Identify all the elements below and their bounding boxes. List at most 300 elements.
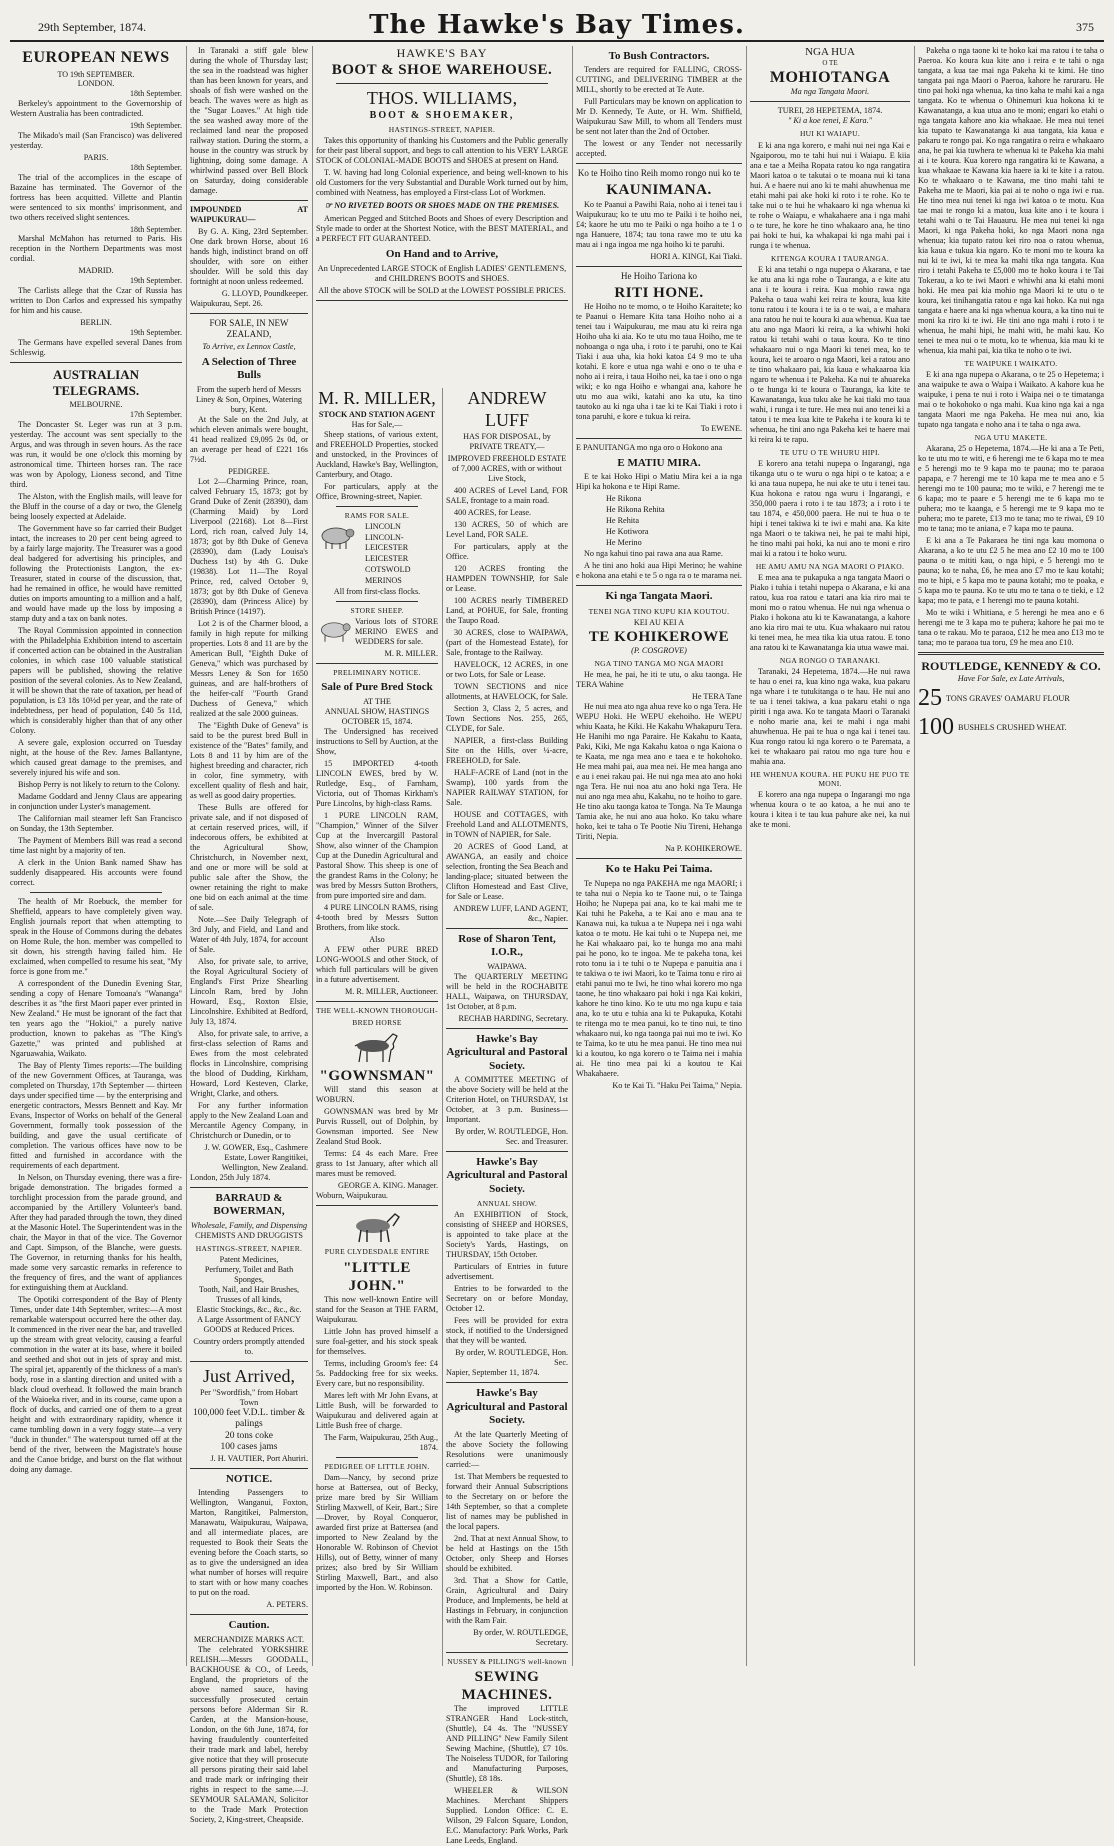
andrew-luff-improved: IMPROVED FREEHOLD ESTATE [447,453,567,463]
divider [446,1028,568,1029]
barraud-item: Trusses of all kinds, [216,1294,282,1304]
column-2 [190,46,308,1824]
haku-signature: Ko te Kai Ti. "Haku Pei Taima," Nepia. [612,1080,742,1090]
williams-trade: BOOT & SHOEMAKER, [369,109,515,121]
clydesdale-icon [347,1210,407,1244]
bulls-body-7: For any further information apply to the New Zealand Loan and Mercantile Agency Company, in Christchurch or Dunedin, or to [190,1100,308,1140]
rose-body: The QUARTERLY MEETING will be held in the ROCHABITE HALL, Waipawa, on THURSDAY, 1st October, at 8 p.m. [446,971,568,1011]
clydesdale-body-2: Little John has proved himself a sure foal-getter, and his stock speak for themselves. [316,1327,438,1357]
riti-title: He Hoiho Tariona ko [621,270,697,281]
andrew-luff-body: of 7,000 ACRES, with or without Live Stock, [452,463,562,483]
prelim-date: OCTOBER 15, 1874. [341,716,413,726]
gownsman-name: "GOWNSMAN" [319,1068,435,1085]
agri-3-resolution: 2nd. That at next Annual Show, to be held at Hastings on the 15th October, only Sheep and Horses should be exhibited. [446,1533,568,1573]
column-3-right [446,388,568,1846]
williams-street: HASTINGS-STREET, NAPIER. [388,125,496,135]
clydesdale-pedigree-title: PEDIGREE OF LITTLE JOHN. [324,1462,430,1472]
divider [576,585,742,586]
agri-3-title: Hawke's Bay Agricultural and Pastoral Society. [446,1387,568,1427]
barraud-item: Tooth, Nail, and Hair Brushes, [198,1284,300,1294]
andrew-luff-item: 130 ACRES, 50 of which are Level Land, FOR SALE. [446,519,568,539]
news-melbourne-4: The Royal Commission appointed in connection with the Philadelphia Exhibition intend to ascertain if concerted action can be obtained in the Australian colonies, in which case 100 valuable statistical papers will be published, showing the relative position of the several colonies. As to New Zealand, it will be shown that the rate of taxation, per head of population, is £3 18s 10½d per year, and the rate of indebtedness, per head of population, £40 5s 11d, which is considerably higher than that of any other Colony. [10,626,182,736]
arrived-signature: J. H. VAUTIER, Port Ahuriri. [210,1453,308,1463]
rongo-body: Taranaki, 24 Hepetema, 1874.—He nui rawa te hau o enei ra, kua kino nga waka, kua pakaru nga whare i te tutukitanga o te hau. He nui ano te ua i tenei takiwa, a kua pakaru etahi o nga piriti i nga awa. Ko te tangata Maori o Taranaki e noho marie ana, kei te mahi i nga mahi ahuwhenua. He pai te hua o nga kai i tenei tau. Kua rongo ratou ki nga korero o te Paremata, a kei te whakaaro pai ratou mo nga ture hou e mahia ana. [750,667,910,767]
andrew-luff-item: 400 ACRES of Level Land, FOR SALE, frontage to a main road. [446,485,568,505]
ngahua-section: HUI KI WAIAPU. [799,129,861,139]
divider [446,928,568,929]
agri-1-title: Hawke's Bay Agricultural and Pastoral Society. [446,1032,568,1072]
panui-breed: He Rikona Rehita [606,505,665,515]
ram-breed: LINCOLN [365,522,401,532]
panui-body-2: No nga kahui tino pai rawa ana aua Rame. [584,549,723,559]
bush-body-3: The lowest or any Tender not necessarily accepted. [576,139,742,159]
divider [190,1187,308,1188]
page-columns [10,46,1104,1846]
ngahua-title-2: O TE [822,59,838,68]
kohikerowe-sub-2: NGA TINO TANGA MO NGA MAORI [594,659,724,669]
news-london-1: Berkeley's appointment to the Governorship of Western Australia has been contradicted. [10,99,182,119]
divider [10,362,182,363]
bulls-arrive: To Arrive, ex Lennox Castle, [202,341,296,351]
news-madrid: The Carlists allege that the Czar of Russia has written to Don Carlos and expressed his sympathy for him and his cause. [10,286,182,316]
impounded-place: Waipukurau, Sept. 26. [190,299,263,308]
date-paris-2: 18th September. [130,224,182,234]
column-6 [918,46,1104,1666]
miller-body: Sheep stations, of various extent, and FREEHOLD Properties, stocked and unstocked, in the Provinces of Auckland, Hawke's Bay, Wellington, Canterbury, and Otago. [316,429,438,479]
bulls-lots: Lot 2—Charming Prince, roan, calved February 15, 1873; got by Grand Duke of Zenit (28390), dam (Charming Maid) by Lord Liverpool (22168). Lot 8—First Lord, rich roan, calved July 14, 1873; got by 8th Duke of Geneva (28390), dam (Lady Louisa's Duchess 1st) by 4th G. Duke (19838). Lot 11—The Royal Prince, red, calved October 9, 1873; got by 8th Duke of Geneva (28390), dam (Princess Alice) by British Prince (14197). [190,476,308,616]
andrew-luff-signature: ANDREW LUFF, LAND AGENT, &c., Napier. [453,903,568,923]
dateline-paris: PARIS. [83,152,109,162]
bulls-body-2: Lot 2 is of the Charmer blood, a family in high repute for milking properties. Lots 8 and 11 are by the American Bull, "Eighth Duke of Geneva," which was purchased by Messrs Leney & Son for 1650 guineas, and are half-brothers of the heifer-calf "Fourth Grand Duchess of Geneva," which realized at the sale 2000 guineas. [190,618,308,718]
whenua-body: E korero ana nga nupepa o Ingarangi mo nga whenua koura o te ao katoa, a he nui ano te koura i kitea i te tau kua pahure ake nei, ka nui ake te moni. [750,790,910,830]
agri-2-body-2: Particulars of Entries in future advertisement. [446,1262,568,1282]
clydesdale-pedigree-body: Dam—Nancy, by second prize horse at Battersea, out of Becky, prize mare bred by Sir William Stirling Maxwell, of Keir, Bart.; Sire—Drover, by Royal Conqueror, awarded first prize at Battersea (and imported to New Zealand by the Honorable W. Robinson of Cheviot Hills), out of Betty, winner of many prizes; also bred by Sir William Stirling Maxwell, Bart., and also imported by the Hon. W. Robinson. [316,1473,438,1593]
news-paris-1: The trial of the accomplices in the escape of Bazaine has terminated. The Governor of the fortress has been acquitted. Villette and Plantin were sentenced to six months' imprisonment, and two others received slight sentences. [10,172,182,222]
bulls-body-6: Also, for private sale, to arrive, a first-class selection of Rams and Ewes from the most celebrated flocks in Lincolnshire, comprising the blood of Dudding, Kirkham, Howard, Lord Kesteven, Clarke, Wright, Clarke, and others. [190,1028,308,1098]
news-item-wananga: A correspondent of the Dunedin Evening Star, sending a copy of Henare Tomoana's "Wananga" describes it as "the first Maori paper ever printed in New Zealand." He must be ignorant of the fact that ten years ago the "Hokioi," a purely native production, known to pakehas as "The King's Gazette," was printed and published at Ngaruawahia, Waikato. [10,979,182,1059]
bulls-body-5: Also, for private sale, to arrive, the Royal Agricultural Society of England's First Prize Shearling Lincoln Ram, bred by John Howard, Esq., Roxton Elsie, Lincolnshire. Exhibited at Bedford, July 13, 1874. [190,956,308,1026]
prelim-also: Also [369,934,385,944]
kohikerowe-sub: KEI AU KEI A [633,617,685,627]
agri-3-body: At the late Quarterly Meeting of the above Society the following Resolutions were unanimously carried:— [446,1429,568,1469]
dateline-berlin: BERLIN. [80,318,112,328]
news-melbourne-5: A severe gale, explosion occurred on Tuesday night, at the house of the Rev. James Ballantyne, which caused great damage to the premises, and severely injured his wife and son. [10,738,182,778]
gownsman-body: Will stand this season at WOBURN. [316,1085,438,1105]
news-item-tauranga: The Bay of Plenty Times reports:—The building of the new Government Offices, at Tauranga, was completed on Thursday, 17th September — thirteen days under specified time — by the enterprising and energetic contractors, Messrs Bennett and Kay. Mr Evans, Inspector of Works on behalf of the General Government, formally took possession of the building, and gave the usual certificate of completion. The various offices have now to be fitted and furnished in accordance with the requirements of each department. [10,1061,182,1171]
page-number: 375 [1076,20,1094,34]
european-news-sub: TO 19th SEPTEMBER. [57,69,135,79]
divider [446,1382,568,1383]
williams-body-3: American Pegged and Stitched Boots and Shoes of every Description and Style made to order at the Shortest Notice, with the BEST MATERIAL, and a PERFECT FIT GUARANTEED. [316,214,568,244]
andrew-luff-sub: HAS FOR DISPOSAL, by PRIVATE TREATY,— [463,431,551,451]
routledge-qty: 25 [918,684,942,711]
sewing-sub: NUSSEY & PILLING'S well-known [447,1656,567,1666]
ngahua-title-3: MOHIOTANGA [769,68,891,86]
andrew-luff-item: HOUSE and COTTAGES, with Freehold Land and ALLOTMENTS, in TOWN of NAPIER, for Sale. [446,809,568,839]
gownsman-place: Woburn, Waipukurau. [316,1191,388,1201]
australian-telegrams-heading: AUSTRALIAN TELEGRAMS. [52,366,140,398]
prelim-few: A FEW other PURE BRED LONG-WOOLS and other Stock, of which full particulars will be given in a future advertisement. [316,944,438,984]
dateline-london: LONDON. [77,79,115,89]
gownsman-body-3: Terms: £4 4s each Mare. Free grass to 1st January, after which all mares must be removed. [316,1149,438,1179]
column-rule [186,46,187,1666]
prelim-head: Sale of Pure Bred Stock [321,681,433,694]
clydesdale-signature: The Farm, Waipukurau, 25th Aug., 1874. [323,1433,438,1453]
kohikerowe-footer: Na P. KOHIKEROWE. [665,844,742,854]
rose-sub: WAIPAWA. [487,961,527,971]
agri-3-signature: By order, W. ROUTLEDGE, Secretary. [473,1627,568,1647]
kitenga-title: KITENGA KOURA I TAURANGA. [770,253,889,263]
maketu-body-2: E ki ana a Te Pakaraea he tini nga kau momona o Akarana, a ko te utu £2 5 he mea ano £2 10 mo te 100 pauna o te mititi kau, o nga hipi, e 5 herengi mo te pauna; ko te naha, £6, he mea ano £7 mo te kau kotahi; mo te hipi, e 5 kapa mo te pauna kotahi; mo te poaka, e 5 kapa mo te pauna. Ko te utu mo te tana o te tieki, e 12 kapa; mo te pata, e 1 herengi mo te pauna kotahi. [918,536,1104,606]
amu-title: HE AMU AMU NA NGA MAORI O PIAKO. [755,561,905,571]
panui-breed: He Rehita [606,516,639,526]
arrived-item: 100 cases jams [220,1442,278,1453]
arrived-title: Just Arrived, [203,1365,295,1386]
barraud-footer-2: Country orders promptly attended to. [193,1336,305,1356]
notice-body: Intending Passengers to Wellington, Wanganui, Foxton, Marton, Rangitikei, Palmerston, Manawatu, Waipukurau, Waipawa, and all intermediate places, are requested to Book their Seats the evening before the Coach starts, so as to give the undersigned an idea what number of horses will require to start with or how many coaches to put on the road. [190,1488,308,1598]
barraud-item: Elastic Stockings, &c., &c., &c. [196,1304,302,1314]
column-rule [914,46,915,1666]
prelim-lot-4: 4 PURE LINCOLN RAMS, rising 4-tooth bred by Messrs Sutton Brothers, from like stock. [316,902,438,932]
andrew-luff-item: 120 ACRES fronting the HAMPDEN TOWNSHIP, for Sale or Lease. [446,563,568,593]
date-london-1: 18th September. [130,89,182,99]
store-title: STORE SHEEP. [350,606,404,616]
williams-body-2: T. W. having had long Colonial experience, and being well-known to his old Customers for the very Substantial and Durable Work turned out by him, combined with Neatness, has employed a First-class Lot of Workmen. [316,168,568,198]
divider [190,200,308,201]
date-paris-1: 18th September. [130,162,182,172]
prelim-show: ANNUAL SHOW, HASTINGS [324,706,430,716]
sewing-body-2: WHEELER & WILSON Machines. Merchant Shippers Supplied. London Office: C. E. Wilson, 29 Falcon Square, London, E.C. Manufactory: Park Works, Park Lane Leeds, England. [446,1786,568,1846]
routledge-qty: 100 [918,714,954,741]
prelim-title: PRELIMINARY NOTICE. [333,668,421,678]
rose-signature: RECHAB HARDING, Secretary. [458,1013,568,1023]
andrew-luff-item: Section 3, Class 2, 5 acres, and Town Sections Nos. 255, 265, CLYDE, for Sale. [446,703,568,733]
andrew-luff-item: HAVELOCK, 12 ACRES, in one or two Lots, for Sale or Lease. [446,659,568,679]
agri-2-body-4: Fees will be provided for extra stock, if notified to the Undersigned that they will be wanted. [446,1316,568,1346]
ngahua-title-1: NGA HUA [805,46,855,58]
andrew-luff-item: For particulars, apply at the Office. [446,541,568,561]
news-item-nelson: In Nelson, on Thursday evening, there was a fire-brigade demonstration. The brigades formed a torchlight procession from the parade ground, and accompanied by the Artillery Volunteer's band. After they had paraded through the town, they dined at the Masonic Hotel. The Superintendent was in the chair, the Mayor in that of the vice. The Governor and Capt. Simpson, of the Blanche, were guests. The Governor, in returning thanks for his health, made some very sarcastic remarks in reference to the frequency of fires, and the want of appliances for extinguishing them at Auckland. [10,1173,182,1293]
divider [316,663,438,664]
divider [576,438,742,439]
bush-body-2: Full Particulars may be known on application to Mr D. Kennedy, Te Aute, or H. Wm. Shiffield, Waipukurau Saw Mill, to whom all Tenders must be sent not later than the 2nd of October. [576,97,742,137]
column-3-left [316,388,438,1666]
divider [30,892,162,893]
whenua-title: HE WHENUA KOURA. HE PUKU HE PUO TE MONI. [750,770,910,789]
prelim-signature: M. R. MILLER, Auctioneer. [344,986,438,996]
ram-breed: COTSWOLD [365,565,411,575]
news-melbourne-8: The Californian mail steamer left San Francisco on Sunday, the 13th September. [10,814,182,834]
news-london-2: The Mikado's mail (San Francisco) was delivered yesterday. [10,130,182,150]
routledge-item-text: TONS GRAVES' OAMARU FLOUR [946,693,1070,703]
williams-arrive-body: An Unprecedented LARGE STOCK of English LADIES' GENTLEMEN'S, and CHILDREN'S BOOTS and SHOES. [317,263,567,283]
waikato-body: E ki ana nga nupepa o Akarana, o te 25 o Hepetema; i ana waipuke te awa o Waipa i Waikato. A kahore kua he waipuke, i pena te nui i roto i Waipa nei o te timatanga mai o te hokohoko o nga mahi. Kua kino nga kai a nga tangata Maori me nga Pakeha. He mea nui ano, kia tupato nga tangata e noho ana i te taha o nga awa. [918,370,1104,430]
andrew-luff-item: TOWN SECTIONS and nice allotments, at HAVELOCK, for Sale. [446,681,568,701]
hoiho-body: Ko te Paanui a Pawihi Raia, noho ai i tenei tau i Waipukurau; ko te utu mo te Paiki i te hoiho nei, £4; kaore he utu mo te Paiki o nga hoiho a te 1 o nga Hanuere, 1874; tau tona rawe mo te utu ka mau ai i nga ingoa me nga hoiho ki te paruhi. [576,199,742,249]
bulls-body: At the Sale on the 2nd July, at which eleven animals were bought, 41 head realized £9,095 2s 0d, or an average per head of £221 16s 7½d. [190,414,308,464]
warehouse-title-2: BOOT & SHOE WAREHOUSE. [331,61,553,78]
bulls-body-3: The "Eighth Duke of Geneva" is said to be the purest bred Bull in existence of the "Bates" family, and Lots 8 and 11 by him are of the highest breeding and character, rich in color, fine symmetry, with excellent quality of flesh and hair, as well as good dairy properties. [190,720,308,800]
divider [576,858,742,859]
divider [750,101,910,102]
divider [446,1652,568,1653]
rongo-title: NGA RONGO O TARANAKI. [779,656,881,666]
andrew-luff-item: NAPIER, a first-class Building Site on the Hills, over ¼-acre, FREEHOLD, for Sale. [446,735,568,765]
miller-sub: STOCK AND STATION AGENT [318,409,436,419]
dateline-madrid: MADRID. [78,266,114,276]
news-melbourne-9: The Payment of Members Bill was read a second time last night by a majority of ten. [10,836,182,856]
issue-date: 29th September, 1874. [38,20,147,34]
williams-name: THOS. WILLIAMS, [366,87,518,108]
kohikerowe-head: TENEI NGA TINO KUPU KIA KOUTOU. [588,606,730,616]
divider [336,1457,418,1458]
newspaper-title: The Hawke's Bay Times. [369,10,745,40]
agri-1-signature: By order, W. ROUTLEDGE, Hon. Sec. and Treasurer. [455,1126,568,1146]
waikato-title: TE WAIPUKE I WAIKATO. [964,359,1058,368]
rams-title: RAMS FOR SALE. [344,510,410,520]
barraud-sub-2: CHEMISTS AND DRUGGISTS [195,1230,303,1240]
miller-title: M. R. MILLER, [318,388,436,408]
divider [336,506,418,507]
caution-sub: MERCHANDIZE MARKS ACT. [193,1634,305,1644]
date-berlin: 19th September. [130,328,182,338]
divider [576,163,742,164]
column-rule [442,388,443,1666]
impounded-body: By G. A. King, 23rd September. One dark brown Horse, about 16 hands high, indistinct brand on off shoulder, with sore on either shoulder. Will be sold this day fortnight at noon unless redeemed. [190,227,308,286]
rams-footer: All from first-class flocks. [333,587,421,597]
miller-forsale: Has for Sale,— [351,419,403,429]
sewing-body: The improved LITTLE STRANGER Hand Lock-stitch, (Shuttle), £4 4s. The "NUSSEY AND PILLING" New Family Silent Sewing Machine, (Shuttle), £7 10s. The Noiseless TUDOR, for Tailoring and Manufacturing Purposes, (Shuttle), £8 18s. [446,1704,568,1784]
andrew-luff-item: 400 ACRES, for Lease. [454,507,532,517]
news-melbourne-7: Madame Goddard and Jenny Claus are appearing in conjunction under Lyster's management. [10,792,182,812]
notice-title: NOTICE. [225,1472,273,1485]
store-body: Various lots of STORE MERINO EWES and WEDDERS for sale. [355,617,438,647]
hoiho-signature: HORI A. KINGI, Kai Tiaki. [650,251,742,261]
barraud-sub: Wholesale, Family, and Dispensing [190,1220,308,1230]
date-madrid: 19th September. [130,276,182,286]
miller-body-2: For particulars, apply at the Office, Browning-street, Napier. [316,481,438,501]
bulls-sale-heading: FOR SALE, IN NEW ZEALAND, [209,318,289,339]
riti-name: RITI HONE. [614,284,704,301]
amu-body: E mea ana te pukapuka a nga tangata Maori o Piako i tuhia i tetahi nupepa o Akarana, e ki ana ratou, kua roa ratou e tatari ana kia riro mai te moni mo o ratou whenua. He nui nga whenua o Piako i hokona atu ki te Kawanatanga, a kahore ano kia riro mai te utu. Kua whakaaro nui ratou ki tenei mea, he mea tika kia utua ratou. E tono ana ratou ki te Kawanatanga kia utua wawe mai. [750,573,910,653]
barraud-item: Perfumery, Toilet and Bath Sponges, [204,1264,294,1284]
dateline-melbourne: MELBOURNE. [69,400,123,410]
bulls-signature: J. W. GOWER, Esq., Cashmere Estate, Lower Rangitikei, Wellington, New Zealand. [204,1142,308,1172]
ram-breed: LINCOLN-LEICESTER [365,533,409,553]
gownsman-head-2: BRED HORSE [352,1017,402,1027]
barraud-item: Patent Medicines, [219,1254,279,1264]
ram-breed: LEICESTER [365,554,409,564]
col6-body: Pakeha o nga taone ki te hoko kai ma ratou i te taha o Paeroa. Ko koura kua kite ano i reira e te tahi o nga tangata, a kua tae mai nga Pakeha ki te kimi. He tino tangata pai nga Maori o Paeroa, kahore he raruraru. He tino pai hoki nga whenua, ka tino kaha te mahi kai a nga tangata. Ko te whenua o Ohinemuri kua hokona ki te Kawanatanga, a kua utua ano te moni; engari ko etahi o nga tangata kahore ano kia whakaae. He mea nui tenei kia tupato te Kawanatanga ki aua tangata, kia kaua e pakaru te rongo pai. Ko nga rangatira o reira e whakaaro ana, he pai kia tuwhera te whenua ki te Pakeha kia mahi ai i te koura. Kua korero nga rangatira ki te Kawana, a kua whakaae te Kawana kia haere ia ki te kite i a ratou. Ko te whakaaro o te Kawana, me tino mahi tahi te Pakeha me te Maori, kia pai ai te noho o nga iwi e rua. He tino mea nui tenei ki nga iwi katoa o te motu. Kua tae mai te rongo ki a matou, kua kite ano i te koura i tetahi wahi o te Tai Hauauru. He mea nui tenei ki nga Maori, ki nga Pakeha hoki, ko nga Maori nona nga whenua; kia tupato ratou kei riro noa o ratou whenua, kia kaua e tukua kia ngaro. Ko te moni mo te koura ka nui ki te iwi, ki te mea ka mahi tika nga tangata. Kua riro i tetahi Pakeha te £5,000 mo te hoko koura i te Tai Tokerau, a ko te iwi Maori e whiwhi ana ki etahi moni hoki. He mea pai kia mohio nga Maori ki te utu o te koura, kei tinihangatia ratou e nga kai hoko. Ka nui nga tangata e haere ana ki nga whenua koura, a ka tino nui te moni ka riro ki te iwi. He tini ano nga mahi i roto i te whenua, he mahi hipi, he mahi witi, he mahi kau. Ko tenei te mea nui o te motu, ko te whenua, kia mau ki te whenua, kia mahi pai, kia tika te noho o te iwi. [918,46,1104,355]
williams-arrive-title: On Hand and to Arrive, [385,248,499,261]
news-melbourne-1: The Doncaster St. Leger was run at 3 p.m. yesterday. The account was sent specially to the Argus, and was through in seven hours. As the race was run, it would be one o'clock this morning by astronomical time. Thirteen horses ran. The race was won by Apology, Lioness second, and Titne third. [10,420,182,490]
andrew-luff-item: 100 ACRES nearly TIMBERED Land, at POHUE, for Sale, fronting the Taupo Road. [446,595,568,625]
column-rule [746,46,747,1666]
clydesdale-head: PURE CLYDESDALE ENTIRE [324,1247,430,1257]
notice-signature: A. PETERS. [266,1600,308,1610]
bush-title: To Bush Contractors. [608,50,710,62]
maketu-body: Akarana, 25 o Hepetema, 1874.—He ki ana a Te Peti, ko te utu mo te witi, e 6 herengi me te 6 kapa mo te mea e 5 herengi mo te 9 kapa mo te pauna; mo te paraoa papapa, e 7 herengi me te 10 kapa me te mea ano e 5 herengi mo te 100 pauna; mo te wiki, e 7 herengi me te 6 kapa; mo te paare e 5 herengi me te 6 kapa mo te puhera; mo te kaanga, e 5 herengi me te 9 kapa mo te puhera; mo te parete, £13 mo te tana; mo te riwai, £9 10 mo te tana; mo te aniana, e 7 kapa mo te pauna. [918,444,1104,534]
news-item-opotiki: The Opotiki correspondent of the Bay of Plenty Times, under date 14th September, writes:—A most remarkable waterspout occurred here the other day. It commenced in the river near the bar, and travelled up the stream with great velocity, causing a fearful commotion in the water at its base, where it boiled and seethed and shot out in jets of spray and mist. The spiral jet, apparently of the thickness of a man's body, rose in a slanting direction and united with a black cloud overhead. It followed the main branch of the Waioeka river, and in its course, came upon a flock of ducks, and carried one of them to a great height and with extraordinary rapidity, whence it came tumbling down in a very foggy state—a very "duck in thunder." The waterspout turned off at the bend of the river, between the Magistrate's house and the Canoe bridge, and burst on the flat without doing any damage. [10,1295,182,1475]
agri-2-show: ANNUAL SHOW. [476,1199,538,1209]
hand-pointer-icon: ☞ [324,201,335,211]
hoiho-name: KAUNIMANA. [606,182,712,199]
news-taranaki-gale: In Taranaki a stiff gale blew during the whole of Thursday last; the sea in the roadstead was higher than has been known for years, and shoals of fish were washed on the beach. The waves were as high as the "Sugar Loaves." At high tide the sea washed away more of the reclaimed land near the proposed railway station. During the storm, a house in the country was struck by lightning, doing some damage. A whirlwind passed over Bell Block on Saturday, doing considerable damage. [190,46,308,195]
caution-title: Caution. [228,1619,270,1632]
routledge-item [918,684,1104,713]
bulls-note: Note.—See Daily Telegraph of 3rd July, and Field, and Land and Water of 4th July, 1874, for account of Sale. [190,914,308,954]
kitenga-body: E ki ana tetahi o nga nupepa o Akarana, e tae ke atu ana ki nga rohe o Tauranga, a e kite atu ana i te koura i reira. Kua mohio rawa nga Pakeha o taua wahi kei reira te koura, kua kite tonu ratou i te koura i te ia o te wai, a e mahara ana ratou he nui te koura ki aua whenua. Kua tae atu ano nga Maori ki reira, a ka whiwhi hoki ratou ki tetahi wahi o taua koura. Ko te tino whakaaro nui o nga Maori ki tenei mea, ko te koura, kei te aroaro o nga Maori, kei a ratou ano te tino whakaaro pai, kia kaua e whakaaroa kia ngaro te whenua i te Pakeha. Ka nui te ahuareka o te hunga ki te koura o Tauranga, ka kite te Kawanatanga, kua tuku ake he kai tiaki mo taua wahi, i runga i te ture. He mea nui ano tenei ki a tatou i te mea kua kite te Pakeha i te koura ki te whenua, he tini ano nga Pakeha kei te haere mai ki reira ki te rapu. [750,264,910,444]
divider [446,1151,568,1152]
kohikerowe-body: He mea, he pai, he iti te utu, o aku taonga. He TERA Wahine [576,670,742,690]
barraud-title: BARRAUD & BOWERMAN, [213,1191,285,1218]
arrived-item: 20 tons coke [224,1430,274,1441]
bulls-title: A Selection of Three Bulls [201,355,297,382]
agri-1-body: A COMMITTEE MEETING of the above Society will be held at the Criterion Hotel, on THURSDAY, 1st October, at 3 p.m. Business—Important. [446,1074,568,1124]
riti-signature: To EWENE. [700,423,742,433]
column-4 [576,46,742,1666]
divider [336,601,418,602]
hoiho-title: Ko te Hoiho tino Reih momo rongo nui ko te [577,168,741,179]
ki-nga-title: Ki nga Tangata Maori. [605,590,713,603]
agri-2-body: An EXHIBITION of Stock, consisting of SHEEP and HORSES, is appointed to take place at the Society's Yards, Hastings, on THURSDAY, 15th October. [446,1210,568,1260]
ngahua-motto: " Ki a koe tenei, E Kara." [787,116,873,126]
bulls-date: London, 25th July 1874. [190,1172,271,1182]
bulls-pedigree-heading: PEDIGREE. [228,466,270,476]
agri-2-body-3: Entries to be forwarded to the Secretary on or before Monday, October 12. [446,1284,568,1314]
date-london-2: 19th September. [130,121,182,131]
date-melbourne: 17th September. [130,410,182,420]
news-melbourne-10: A clerk in the Union Bank named Shaw has suddenly disappeared. His accounts were found correct. [10,858,182,888]
prelim-body: The Undersigned has received instructions to Sell by Auction, at the Show, [316,726,438,756]
divider [316,300,568,301]
barraud-footer: A Large Assortment of FANCY GOODS at Reduced Prices. [197,1314,301,1334]
agri-3-resolution: 1st. That Members be requested to forward their Annual Subscriptions to the Secretary on or before the 14th September, so that a complete list of names may be published in the local papers. [446,1471,568,1531]
arrived-sub: Per "Swordfish," from Hobart Town [199,1387,299,1407]
arrived-item: 100,000 feet V.D.L. timber & palings [192,1407,306,1430]
riti-body: He Hoiho no te momo, o te Hoiho Karaitete; ko te Paanui o Hemare Kita tana Hoiho noho ai a tenei tau i Waipukurau, me mau atu ki reira nga Hoiho uha ki aia. Ko te utu mo taua Hoiho, me te nohoanga o nga uha, i roto i te paruhi, ono te Kai Tiaki i aua uha, kia hoki katoa £4 9 mo te uha kotahi. E kore e utua nga wahi e ono o te uha e noho ai i reira, i taua Hoiho nei, ka tae i ono o nga wiki; e ko nga Hoiho e whangai ana, kahore he utu mo aua wiki, katahi ano ka utu, ka tino tautoko au ki nga uha i tae ki te Kai Tiaki i roto i tona paruhi, e kore e tukua ki reira. [576,301,742,421]
williams-banner [316,201,568,211]
news-melbourne-2: The Alston, with the English mails, will leave for the Bluff in the course of a day or two, the Glenelg being loosely expected at Adelaide. [10,492,182,522]
panui-head: E PANUITANGA mo nga oro o Hokono ana [576,442,723,452]
panui-breed: He Kotiwora [606,527,649,537]
european-news-heading: EUROPEAN NEWS [22,49,170,66]
column-1 [10,46,182,1666]
panui-breed: He Merino [606,538,642,548]
caution-body: The celebrated YORKSHIRE RELISH.—Messrs GOODALL, BACKHOUSE & CO., of Leeds, England, the proprietors of the above named sauce, having successfully prosecuted certain persons before Alderman Sir R. Carden, at the Mansion-house, London, on the 6th June, 1874, for having fraudulently counterfeited their trade mark and label, hereby give notice that they will prosecute all persons pirating their said label and trade mark or infringing their rights in respect to the same.—J. SEYMOUR SALAMAN, Solicitor to the Trade Mark Protection Society, 2, King-street, Cheapside. [190,1644,308,1824]
news-item-roebuck: The health of Mr Roebuck, the member for Sheffield, appears to have completely given way. English journals report that when attempting to speak in the House of Commons during the debates on Home Rule, the hon. member was compelled to sit down, his strength having failed him. He exclaimed, when compelled to resume his seat, "My force is gone from me." [10,897,182,977]
store-signature: M. R. MILLER. [384,649,438,659]
williams-body: Takes this opportunity of thanking his Customers and the Public generally for their past liberal support, and begs to call attention to his VERY LARGE STOCK of COLONIAL-MADE BOOTS and SHOES at present on Hand. [316,136,568,166]
divider [316,1001,438,1002]
tutu-body: E korero ana tetahi nupepa o Ingarangi, nga tikanga utu o te wuru o nga hipi o te katoa; a e ki ana taua nupepa, he nui ake te utu i tenei tau. Kua hokona e ratou nga wuru i Ingarangi, e 350,000 paera i roto i te tau 1873; a i roto i te tau 1874, e 450,000 paera. He nui te hua o te hipi i tenei takiwa ki te iwi e mahi ana. Ka kite nga Maori o te takiwa nei, he pai te mahi hipi, he tino mahi pai hoki, ka nui ano te moni e riro mai ki a ratou i te hoko wuru. [750,458,910,558]
impounded-signature: G. LLOYD, Poundkeeper. [221,289,308,298]
masthead [10,8,1104,42]
gownsman-signature: GEORGE A. KING. Manager. [337,1181,438,1191]
agri-2-signature: By order, W. ROUTLEDGE, Hon. Sec. [455,1348,568,1368]
prelim-lot-1: 1 PURE LINCOLN RAM, "Champion," Winner of the Silver Cup at the Invercargill Pastoral Show, also winner of the Champion Cup at the Dunedin Agricultural and Pastoral Show. This sheep is one of the grandest Rams in the Colony; he was bred by Messrs Sutton Brothers, from pure imported sire and dam. [316,810,438,900]
routledge-item [918,713,1104,742]
divider [190,313,308,314]
andrew-luff-item: 30 ACRES, close to WAIPAWA, (part of the Homestead Estate), for Sale, frontage to the Railway. [446,627,568,657]
routledge-sub: Have For Sale, ex Late Arrivals, [957,673,1065,683]
panui-name: E MATIU MIRA. [617,456,701,469]
maketu-body-3: Mo te wiki i Whitiana, e 5 herengi he mea ano e 6 herengi me te 3 kapa mo te puhera; kahore he pai mo te tana o te rakau. Mo te paraoa, £12 he mea ano £13 mo te tana; mo te paraoa tua toru, £9 he mea ano £10. [918,608,1104,648]
news-paris-2: Marshal McMahon has returned to Paris. His reception in the Northern Departments was most cordial. [10,234,182,264]
column-5 [750,46,910,1666]
ram-icon [316,522,356,550]
gownsman-body-2: GOWNSMAN was bred by Mr Purvis Russell, out of Dolphin, by Gownsman imported. See New Zealand Stud Book. [316,1107,438,1147]
panui-breed: He Rikona [606,494,642,504]
divider [190,1468,308,1469]
clydesdale-body-4: Mares left with Mr John Evans, at Little Bush, will be forwarded to Waipukurau and delivered again at Little Bush free of charge. [316,1391,438,1431]
clydesdale-name: "LITTLE JOHN." [343,1259,411,1294]
bulls-from: From the superb herd of Messrs Liney & Son, Orpines, Watering bury, Kent. [195,384,303,414]
bulls-body-4: These Bulls are offered for private sale, and if not disposed of at certain reserved prices, will, if indecorous offers, be exhibited at the Agricultural Show, Christchurch, in November next, and one or more will be sold at public sale after the Show, the owner retaining the right to make one bid on each animal at the time of sale. [190,802,308,912]
kohikerowe-rest: He nui mea ato nga ahua reve ko o nga Tera. He WEPU Hoki. He WEPU ekehoiho. He WEPU whiu Kaata, he Kiki. He Kakahu Whakapuru Tera. He Hanihi mo nga Paraire. He Kakahu to Kaata, Paki, Kiki, Me nga Kakahu katoa o nga Kaiona o te Kaata, me nga mea ano e taea e te hokohoko. He mea mahi pai, aua mea nei. He mea hanga ano e au i enei rakau pai. He nui nga mea ato ano hoki nga Tera. He nui noa atu ano hoki nga Tera. He nui ano nga mea ahu, Kakahu, no te hoiho to gare. He tino aku taonga katoa te Tonga. Na Te Maunga Tamia ake, he nui ano aua hoko. Ko taku whare hoko, kei te taha o Te Pootie Niu Tireni, Hehanga Tiriti, Nepia. [576,702,742,842]
barraud-street: HASTINGS-STREET, NAPIER. [195,1243,303,1253]
andrew-luff-item: HALF-ACRE of Land (not in the Swamp), 100 yards from the NAPIER RAILWAY STATION, for Sale. [446,767,568,807]
agri-3-resolution: 3rd. That a Show for Cattle, Grain, Agricultural and Dairy Produce, and Implements, be held at Hastings in February, in conjunction with the Ram Fair. [446,1575,568,1625]
divider [316,1205,438,1206]
williams-footer: All the above STOCK will be SOLD at the LOWEST POSSIBLE PRICES. [318,285,566,295]
andrew-luff-item: 20 ACRES of Good Land, at AWANGA, an easily and choice selection, fronting the Sea Beach and landing-place; situated between the Clifton Homestead and East Clive, for Sale or Lease. [446,841,568,901]
ram-breed: MERINOS [365,576,402,586]
gownsman-head: THE WELL-KNOWN THOROUGH- [316,1005,438,1015]
williams-banner-text: NO RIVETED BOOTS OR SHOES MADE ON THE PREMISES. [334,201,560,211]
clydesdale-body: This now well-known Entire will stand for the Season at THE FARM, Waipukurau. [316,1295,438,1325]
clydesdale-body-3: Terms, including Groom's fee: £4 5s. Paddocking free for six weeks. Every care, but no responsibility. [316,1359,438,1389]
divider [190,1361,308,1362]
agri-2-date: Napier, September 11, 1874. [446,1368,540,1378]
divider [576,266,742,267]
news-melbourne-6: Bishop Perry is not likely to return to the Colony. [18,780,180,790]
ngahua-body: E ki ana nga korero, e mahi nui nei nga Kai e Ngaiporou, mo te tahi hui nui i Waiapu. E kiia ana e tae a Meiha Ropata ratou ko nga rangatira Maori katoa o te takutai o te moana nui ki tana hui. A e haere nui ano ki te mahi ahuwhenua me etahi mahi pai ake hoki ki roto i te rohe. Ko te take nui o te hui he whakaaro ki nga whenua ki te rohe o Waiapu, e whakahaere ana i nga mahi o te ture, he kore he tino whakaaro ana, he tino pai hoki te hui, ka whakapai ki nga mahi pai i runga i te whenua. [750,140,910,250]
ngahua-sub: Ma nga Tangata Maori. [790,87,870,97]
divider [918,652,1104,655]
haku-title: Ko te Haku Pei Taima. [605,863,713,876]
news-melbourne-3: The Government have so far carried their Budget intact, the increases to 20 per cent being agreed to by a fairly large majority. The Treasurer was a good deal badgered for advertising his principles, and following the Protectionists Langton, the ex-Treasurer, stated in course of the discussion, that, had he remained in office, he would have remitted duties on imports amounting to a million and a half, and would have made up the loss by imposing a stamp duty and a tax on bank notes. [10,524,182,624]
horse-icon [347,1030,407,1064]
kohikerowe-sig: He TERA Tane [691,692,742,702]
warehouse-title-1: HAWKE'S BAY [396,46,488,60]
panui-body-3: A he tini ano hoki aua Hipi Merino; he wahine e hokona ana etahi e te 5 o nga ra o te marama nei. [576,561,742,581]
kohikerowe-name: TE KOHIKEROWE [588,628,730,645]
news-berlin: The Germans have expelled several Danes from Schleswig. [10,337,182,357]
panui-body: E te kai Hoko Hipi o Matiu Mira kei a ia nga Hipi ka hokona e te Hipi Rame. [576,472,742,492]
kohikerowe-name-2: (P. COSGROVE) [631,646,687,656]
impounded-heading: IMPOUNDED AT WAIPUKURAU— [190,205,308,224]
divider [190,1614,308,1615]
rose-title: Rose of Sharon Tent, I.O.R., [458,932,556,959]
routledge-item-text: BUSHELS CRUSHED WHEAT. [958,722,1067,732]
sheep-icon [316,617,352,643]
column-rule [572,46,573,1666]
andrew-luff-title: ANDREW LUFF [467,388,547,430]
sewing-title: SEWING MACHINES. [461,1668,553,1703]
column-rule [312,46,313,1666]
agri-2-title: Hawke's Bay Agricultural and Pastoral Society. [446,1155,568,1195]
maketu-title: NGA UTU MAKETE. [974,433,1048,443]
prelim-lot-15: 15 IMPORTED 4-tooth LINCOLN EWES, bred by W. Rutledge, Esq., of Farnham, Victoria, out of Thomas Kirkham's Pure Lincolns, by high-class Rams. [316,758,438,808]
ngahua-date: TUREI, 28 HEPETEMA, 1874. [777,106,883,116]
routledge-title: ROUTLEDGE, KENNEDY & CO. [921,659,1101,674]
divider [336,83,548,84]
haku-body: Te Nupepa no nga PAKEHA me nga MAORI; i te taha nui o Nepia ko te Taone nui, o te Tainga Hoiho; he Nupepa pai ana, ko te kai mahi me te Kai tuhi he Pakeha, a te Kai ano e mau ana te Kanawa nui, ka tukua a te Nupepa nei i nga wahi katoa o te motu. He kai tuhi o te Nupepa nei, me he Kai whakaaro pai, ko te hunga mo ana mahi pai he pono, ko te ingoa. Me te pakeha tona, kei roto tonu ia i te tuhi o te Nupepa e panuitia ana i te takiwa o te iwi Maori, ko te Taima tonu e riro ai etahi panui mo te Iwi, he tino whai korero mo nga taone, he tino whakaaro pai hoki i nga Kai kokiri, kahore he tino kino. Ko te utu mo nga kupu e taia ana, ko te utu e tuhia ana ki te Pukapuka, Kotahi te ritenga mo te mea panui, ko te tino nui, te tino whakaaro nui, ko nga taonga pai nui mo te iwi. Ko te Taima, ko te utu he mea panui. He tino mea nui ki a koutou, ko nga korero o te Taima nei i mahia ai. He tino mea pai ki a koutou te Kai Whakahaere. [576,878,742,1078]
bush-body: Tenders are required for FALLING, CROSS-CUTTING, and DELIVERING TIMBER at the MILL, shortly to be erected at Te Aute. [576,65,742,95]
tutu-title: TE UTU O TE WHURU HIPI. [780,447,880,457]
prelim-at: AT THE [363,696,391,706]
